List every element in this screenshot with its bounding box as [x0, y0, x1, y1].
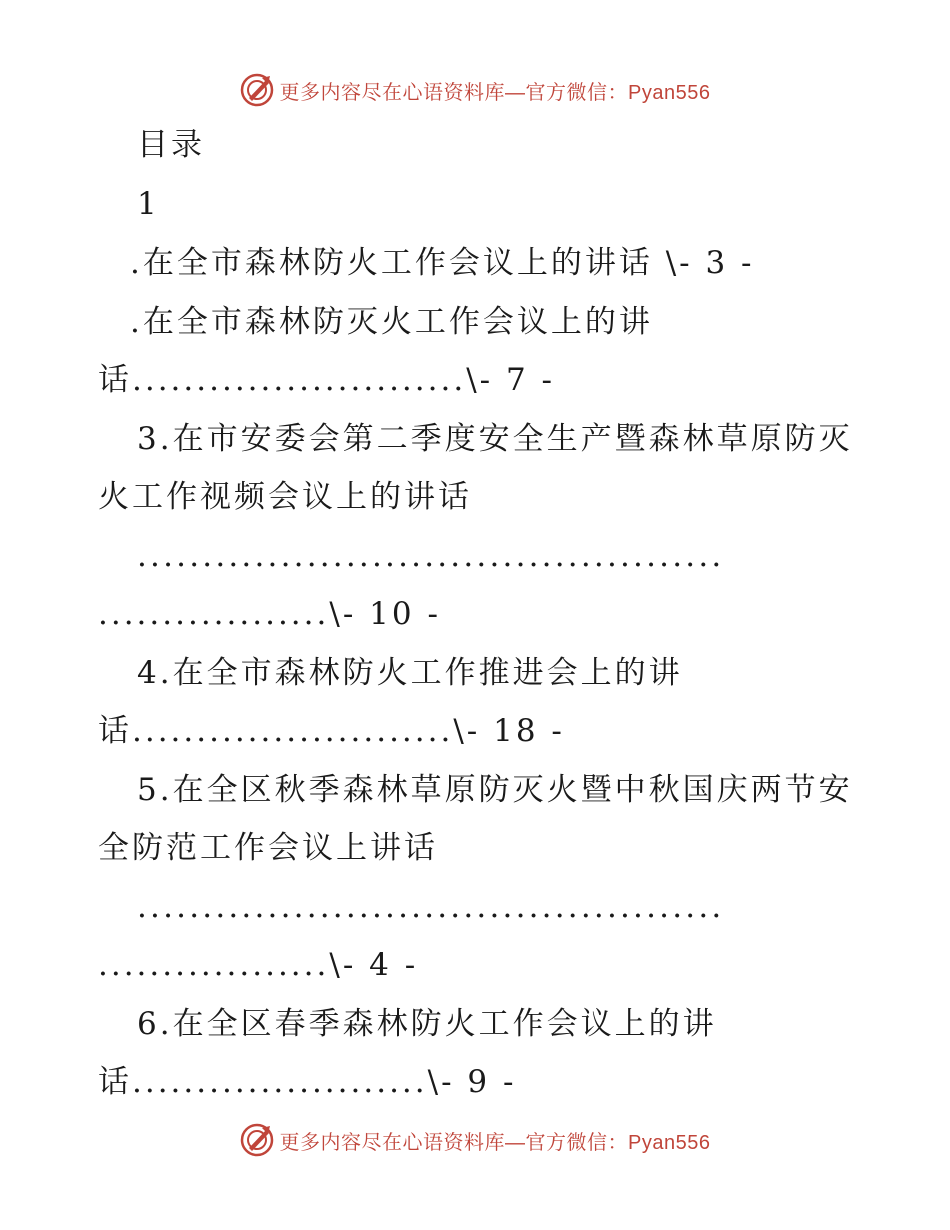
toc-entry-2-line1[interactable]: .在全市森林防灭火工作会议上的讲: [130, 304, 653, 340]
toc-entry-1[interactable]: .在全市森林防火工作会议上的讲话 \- 3 -: [130, 245, 755, 281]
toc-entry-5-line1[interactable]: 5.在全区秋季森林草原防灭火暨中秋国庆两节安: [137, 772, 853, 808]
logo-icon: [240, 73, 274, 107]
toc-entry-2-line2[interactable]: 话..........................\- 7 -: [98, 362, 556, 398]
toc-entry-4-line2[interactable]: 话.........................\- 18 -: [98, 713, 565, 749]
toc-entry-5-line4[interactable]: ..................\- 4 -: [98, 947, 419, 983]
toc-entry-3-line3[interactable]: .............................................: [137, 538, 725, 574]
toc-number-one: 1: [137, 186, 160, 222]
header-banner: [0, 70, 950, 110]
footer-banner: [0, 1120, 950, 1160]
toc-entry-6-line1[interactable]: 6.在全区春季森林防火工作会议上的讲: [137, 1006, 717, 1042]
toc-heading: 目录: [137, 127, 205, 163]
banner-text: 更多内容尽在心语资料库—官方微信：Pyan556: [279, 81, 711, 104]
toc-entry-3-line1[interactable]: 3.在市安委会第二季度安全生产暨森林草原防灭: [137, 421, 853, 457]
toc-entry-4-line1[interactable]: 4.在全市森林防火工作推进会上的讲: [137, 655, 683, 691]
toc-entry-5-line3[interactable]: .............................................: [137, 889, 725, 925]
logo-icon: [240, 1123, 274, 1157]
toc-entry-3-line4[interactable]: ..................\- 10 -: [98, 596, 441, 632]
banner-text: 更多内容尽在心语资料库—官方微信：Pyan556: [279, 1131, 711, 1154]
toc-entry-3-line2[interactable]: 火工作视频会议上的讲话: [98, 479, 472, 515]
toc-entry-5-line2[interactable]: 全防范工作会议上讲话: [98, 830, 438, 866]
toc-entry-6-line2[interactable]: 话.......................\- 9 -: [98, 1064, 517, 1100]
